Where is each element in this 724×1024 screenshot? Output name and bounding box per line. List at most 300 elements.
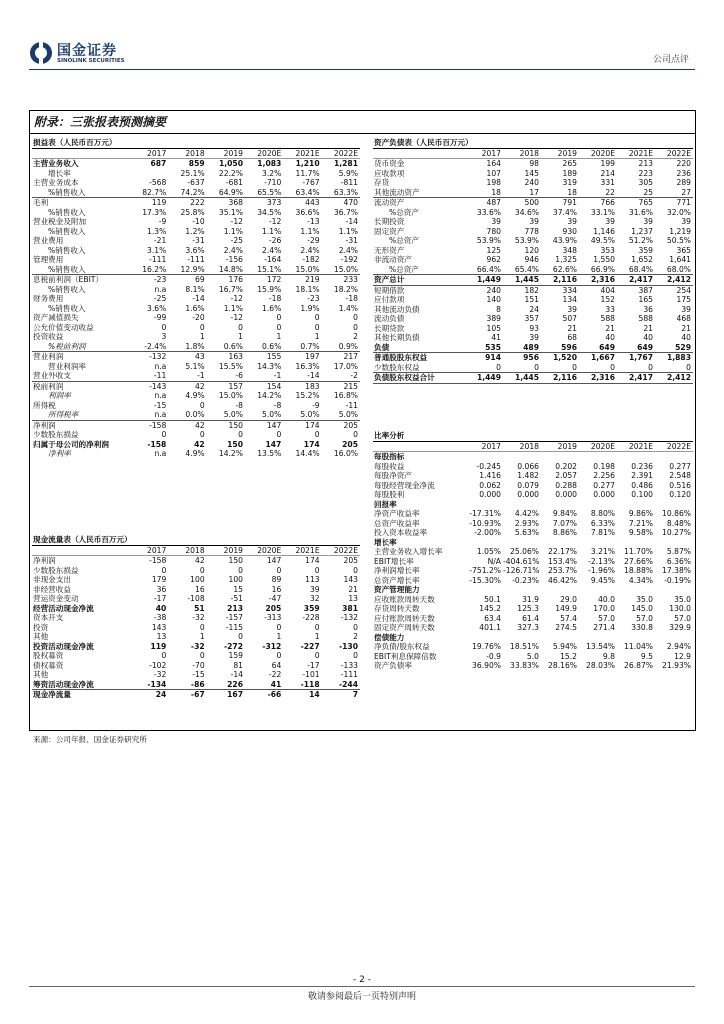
cell-value: 64	[271, 660, 282, 670]
cell-value: 468	[676, 314, 691, 323]
table-row	[373, 652, 693, 662]
cell-value: 17.38%	[662, 566, 692, 575]
row-label: 非流动资产	[374, 255, 412, 264]
cell-value: 134	[562, 295, 577, 304]
cell-value: 140	[486, 295, 501, 304]
year-header: 2018	[503, 148, 541, 159]
row-label: 其他流动负债	[374, 304, 420, 314]
row-label: 税前利润	[33, 381, 64, 391]
cell-value: 28.03%	[586, 661, 615, 670]
cell-value: 25.8%	[180, 207, 205, 217]
cell-value: 39	[309, 584, 320, 594]
cell-value: 199	[600, 159, 615, 168]
cell-value: 0	[161, 430, 167, 439]
cell-value: 0	[161, 565, 167, 575]
cell-value	[465, 500, 503, 510]
cell-value: -312	[262, 641, 282, 651]
row-label: 营业税金及附加	[33, 217, 87, 226]
cell-value: 107	[486, 168, 501, 178]
cell-value: n.a	[154, 449, 167, 458]
cell-value: 0	[579, 363, 617, 373]
row-label: 毛利	[33, 198, 49, 207]
cell-value: 93	[529, 323, 539, 333]
row-label: 少数股东损益	[33, 430, 79, 439]
cell-value: 443	[305, 198, 320, 207]
cell-value: -38	[153, 613, 167, 622]
year-header: 2022E	[655, 441, 693, 452]
cell-value: -0.9	[486, 651, 501, 661]
cell-value: 14.3%	[257, 361, 282, 371]
cell-value: 21.93%	[662, 661, 692, 670]
table-row	[32, 651, 360, 661]
cell-value	[655, 500, 693, 510]
sinolink-logo	[30, 40, 140, 70]
cell-value: 0	[199, 565, 205, 575]
row-label: %销售收入	[48, 226, 86, 236]
cell-value: 359	[303, 603, 320, 613]
cell-value: 82.7%	[130, 188, 168, 198]
cell-value: 10.86%	[662, 509, 692, 518]
cell-value: 0	[314, 430, 320, 439]
table-row	[373, 462, 693, 472]
cell-value: 8.86%	[552, 528, 577, 537]
cell-value: 2.256	[593, 471, 615, 480]
cell-value: -23	[307, 294, 320, 303]
row-label: 长期投资	[374, 217, 405, 226]
cell-value: -111	[187, 255, 205, 264]
cell-value: -244	[338, 679, 358, 689]
row-label: 资产负债率	[374, 661, 412, 670]
year-header: 2021E	[617, 441, 655, 452]
cell-value: 0.198	[593, 461, 615, 471]
cell-value: 2,412	[655, 275, 693, 286]
table-row	[373, 227, 693, 237]
cell-value: 15.1%	[245, 265, 283, 275]
cell-value: -2	[322, 371, 360, 381]
row-label: 财务费用	[33, 294, 64, 303]
cell-value: 0	[199, 400, 205, 410]
cell-value: 183	[305, 381, 320, 391]
table-row	[373, 557, 693, 567]
cell-value: 226	[227, 679, 243, 689]
cell-value: -0.23%	[512, 575, 539, 585]
cell-value: 39	[567, 304, 577, 314]
cell-value: -2.4%	[130, 342, 168, 352]
row-label: 应付账款周转天数	[374, 613, 435, 623]
cell-value: 0.277	[669, 461, 692, 471]
cell-value: 182	[524, 285, 539, 295]
cell-value: 205	[343, 556, 358, 565]
cell-value: -6	[207, 371, 245, 381]
cell-value: 100	[228, 575, 243, 584]
cell-value	[617, 452, 655, 462]
cell-value: 125	[486, 245, 501, 255]
cell-value: 163	[228, 352, 243, 361]
cell-value: 24	[130, 690, 168, 700]
table-row	[32, 623, 360, 633]
table-row	[373, 566, 693, 576]
cell-value	[617, 538, 655, 548]
cell-value: 53.9%	[514, 236, 539, 245]
row-label: 净负债/股东权益	[374, 642, 430, 651]
row-label: %销售收入	[48, 303, 86, 313]
table-row	[32, 285, 360, 295]
cell-value: 9.86%	[628, 509, 653, 518]
footer-rule	[29, 986, 695, 987]
cell-value: 0	[199, 651, 205, 660]
cell-value: -164	[264, 255, 282, 264]
cell-value: 29.0	[560, 594, 577, 604]
table-row	[373, 661, 693, 671]
cell-value	[655, 452, 693, 462]
cell-value: 27.66%	[624, 556, 653, 566]
year-header: 2020E	[579, 441, 617, 452]
table-row	[32, 188, 360, 198]
cell-value: 0	[276, 313, 282, 322]
table-row	[373, 490, 693, 500]
cell-value: 130.0	[669, 604, 692, 613]
cell-value: 930	[562, 226, 577, 236]
row-label: 归属于母公司的净利润	[33, 439, 109, 449]
cell-value: -710	[264, 178, 282, 187]
cell-value: 0.7%	[283, 342, 321, 352]
row-label: 货币资金	[374, 159, 405, 168]
cell-value: -101	[302, 670, 320, 679]
cell-value: 176	[228, 275, 243, 284]
row-label: 净利润	[33, 556, 56, 565]
cell-value: 0.000	[555, 490, 577, 499]
table-row	[373, 255, 693, 265]
table-row	[373, 633, 693, 643]
cell-value: 1.4%	[338, 303, 358, 313]
year-header-blank	[373, 441, 465, 452]
table-row	[373, 614, 693, 624]
row-label: 存货周转天数	[374, 604, 420, 613]
row-label: %总资产	[373, 265, 465, 275]
cell-value: 0	[314, 565, 320, 575]
cell-value	[579, 633, 617, 643]
row-label: %销售收入	[48, 245, 86, 255]
row-label: %销售收入	[48, 207, 86, 217]
cell-value: 15	[233, 584, 243, 594]
cell-value: 0.000	[479, 490, 501, 499]
cell-value: 1,325	[555, 255, 577, 264]
cell-value: -8	[273, 400, 282, 410]
cell-value: 197	[305, 352, 320, 361]
table-row	[32, 632, 360, 642]
cell-value: -14	[345, 217, 358, 226]
cell-value: 0	[314, 622, 320, 632]
row-label: %总资产	[389, 236, 419, 245]
cell-value	[541, 538, 579, 548]
cell-value: 0.062	[479, 480, 501, 490]
table-row	[373, 576, 693, 586]
cell-value: 219	[305, 275, 320, 284]
cell-value: 0	[238, 565, 243, 575]
row-label: 非经营收益	[33, 584, 71, 594]
cell-value: 35.1%	[218, 207, 243, 217]
cell-value: 0	[353, 313, 358, 322]
row-label: 每股收益	[374, 461, 405, 471]
table-row	[373, 604, 693, 614]
cell-value: n.a	[154, 284, 167, 294]
row-label: 负债股东权益合计	[373, 373, 465, 384]
row-label: 营业费用	[33, 236, 64, 245]
cell-value: -20	[192, 313, 205, 322]
source-note: 来源：公司年报、国金证券研究所	[33, 735, 147, 744]
cell-value	[541, 633, 579, 643]
table-row	[32, 566, 360, 576]
row-label: 负债	[373, 343, 465, 353]
cell-value: 330.8	[631, 623, 653, 632]
cell-value: 373	[266, 198, 282, 207]
cell-value: 2.391	[631, 471, 653, 480]
year-header: 2021E	[283, 148, 321, 159]
cell-value: 39	[567, 217, 577, 226]
row-label: 回报率	[374, 499, 397, 509]
cell-value: 2.4%	[262, 245, 282, 255]
row-label: 少数股东损益	[33, 565, 79, 575]
cell-value: 18.51%	[510, 642, 539, 651]
cell-value: 2.4%	[338, 245, 358, 255]
cell-value: 353	[600, 245, 615, 255]
cell-value: 40	[155, 603, 167, 613]
cell-value: 649	[579, 343, 617, 353]
cell-value: 31.9	[522, 594, 539, 604]
cell-value: 113	[305, 575, 320, 584]
cell-value: -681	[225, 178, 243, 187]
cell-value: 1	[276, 332, 282, 341]
table-row	[373, 305, 693, 315]
cell-value: -158	[149, 556, 167, 565]
table-row	[32, 332, 360, 342]
cell-value	[617, 500, 655, 510]
row-label: 营业外收支	[32, 371, 130, 381]
cell-value: -17	[153, 594, 167, 603]
table-row	[373, 188, 693, 198]
cell-value: 0	[353, 430, 358, 439]
table-row	[32, 604, 360, 614]
row-label: 经营活动现金净流	[33, 603, 94, 613]
row-label: 所得税	[33, 400, 56, 410]
cell-value: 1,050	[218, 159, 243, 168]
cell-value: 33	[605, 304, 615, 314]
table-row	[373, 198, 693, 208]
table-row	[32, 362, 360, 372]
cell-value: 368	[228, 198, 243, 207]
cell-value: 205	[265, 603, 282, 613]
cell-value: 791	[562, 198, 577, 207]
cell-value: 105	[486, 323, 501, 333]
table-row	[373, 246, 693, 256]
cell-value: -156	[225, 255, 243, 264]
cell-value: 222	[190, 198, 205, 207]
cell-value: 14.2%	[257, 391, 282, 400]
cell-value: 0.6%	[207, 342, 245, 352]
cell-value: 50.5%	[666, 236, 691, 245]
cell-value: 1,449	[465, 373, 503, 384]
cell-value: 404	[600, 285, 615, 295]
cell-value: 1.3%	[147, 226, 167, 236]
cell-value: 16.2%	[130, 265, 168, 275]
cell-value: -13	[307, 217, 320, 226]
cell-value: 274.5	[555, 623, 577, 632]
cell-value: 1,281	[333, 159, 358, 168]
cell-value: -47	[268, 594, 282, 603]
table-row	[373, 285, 693, 295]
cell-value: 489	[503, 343, 541, 353]
cell-value: 172	[266, 275, 282, 284]
income-statement-table	[32, 138, 360, 459]
cell-value: 9.58%	[628, 528, 653, 537]
cell-value: 143	[151, 622, 167, 632]
cell-value: 1.1%	[338, 226, 358, 236]
cell-value: -130	[338, 641, 358, 651]
cell-value: 57.4	[560, 613, 577, 623]
table-row	[32, 323, 360, 333]
cell-value: 0	[314, 313, 320, 322]
cell-value: 3.6%	[147, 303, 167, 313]
year-header: 2019	[541, 441, 579, 452]
cell-value: -134	[147, 679, 167, 689]
cell-value: 6.33%	[590, 518, 615, 528]
cell-value: -31	[345, 236, 358, 245]
cell-value: 0.066	[517, 461, 539, 471]
table-row	[32, 381, 360, 391]
cell-value: 61.4	[522, 613, 539, 623]
row-label: 净利润增长率	[374, 566, 420, 575]
cell-value: -157	[225, 613, 243, 622]
cell-value: 149.9	[555, 604, 577, 613]
cell-value	[465, 452, 503, 462]
brand-sub: SINOLINK SECURITIES	[57, 58, 125, 64]
cell-value: -32	[190, 641, 205, 651]
row-label: 应收款项	[374, 168, 405, 178]
cell-value	[579, 585, 617, 595]
cell-value: 42	[194, 439, 205, 449]
row-label: 普通股股东权益	[374, 353, 428, 362]
cell-value: 327.3	[517, 623, 539, 632]
cell-value: 365	[676, 245, 691, 255]
row-label: 资产管理能力	[374, 585, 420, 594]
table-row	[32, 342, 360, 352]
cell-value: 15.5%	[218, 361, 243, 371]
cell-value: -158	[149, 420, 167, 430]
year-header: 2018	[168, 148, 206, 159]
doc-type: 公司点评	[652, 55, 689, 65]
cell-value: 17.0%	[333, 361, 358, 371]
cell-value: 0	[161, 651, 167, 660]
table-row	[32, 304, 360, 314]
year-header-row	[373, 441, 693, 452]
cell-value: 16	[194, 584, 205, 594]
page-number: - 2 -	[353, 975, 371, 985]
cell-value: 15.0%	[322, 265, 360, 275]
cell-value: 36.7%	[333, 207, 358, 217]
cell-value: 0.516	[669, 480, 692, 490]
cell-value	[541, 585, 579, 595]
cell-value: -25	[230, 236, 243, 245]
cell-value: 1	[314, 332, 320, 341]
cell-value: -568	[149, 178, 167, 187]
cell-value: -0.19%	[664, 575, 692, 585]
cell-value: 50.1	[484, 594, 501, 604]
cell-value: 16.7%	[218, 284, 243, 294]
cell-value: 145.0	[631, 604, 653, 613]
cell-value: -2.00%	[474, 528, 501, 537]
cell-value: 11.7%	[295, 168, 320, 178]
cell-value: 42	[194, 381, 205, 391]
cell-value: 319	[562, 178, 577, 187]
table-row	[373, 159, 693, 169]
cell-value: -9	[312, 400, 320, 410]
cell-value: 145	[524, 168, 539, 178]
cell-value: 153.4%	[548, 556, 577, 566]
cell-value	[130, 169, 168, 179]
table-row	[373, 295, 693, 305]
cell-value: n.a	[154, 361, 167, 371]
cell-value: 596	[541, 343, 579, 353]
cell-value: 63.4%	[283, 188, 321, 198]
cell-value: 2.057	[555, 471, 577, 480]
row-label: %税前利润	[32, 342, 130, 352]
table-row	[373, 208, 693, 218]
cell-value: 8	[496, 304, 501, 314]
cell-value: 43	[194, 352, 205, 361]
cell-value: 0	[655, 363, 693, 373]
cell-value: -15	[192, 670, 205, 679]
cell-value: 305	[638, 178, 653, 187]
row-label: 利润率	[48, 391, 71, 400]
cell-value: 1,641	[669, 255, 691, 264]
cell-value: -21	[153, 236, 167, 245]
cell-value: 150	[228, 556, 243, 565]
cell-value	[465, 633, 503, 643]
cell-value: -99	[153, 313, 167, 322]
cell-value: 15.0%	[283, 265, 321, 275]
cell-value: 5.94%	[552, 642, 577, 651]
cell-value: 21	[605, 323, 615, 333]
cell-value: -118	[300, 679, 320, 689]
table-row	[32, 255, 360, 265]
table-row	[32, 159, 360, 169]
cell-value: -14	[283, 371, 321, 381]
year-header: 2017	[130, 148, 168, 159]
cell-value: 167	[207, 690, 245, 700]
row-label: 公允价值变动收益	[33, 322, 94, 332]
cell-value: 4.34%	[628, 575, 653, 585]
cell-value: 687	[150, 159, 167, 168]
cell-value: 220	[676, 159, 691, 168]
cell-value	[503, 585, 541, 595]
row-label: 其他	[33, 632, 49, 641]
cell-value: 147	[266, 556, 282, 565]
cell-value: 1.8%	[168, 342, 206, 352]
row-label: 所得税率	[32, 410, 130, 420]
cell-value: -14	[192, 294, 205, 303]
cell-value: 21	[567, 323, 577, 333]
table-row	[32, 227, 360, 237]
row-label: 短期借款	[374, 285, 405, 295]
cell-value: -51	[230, 594, 243, 603]
cell-value: 1,449	[465, 275, 503, 286]
table-row	[32, 236, 360, 246]
cell-value: 14.2%	[218, 449, 243, 458]
year-header: 2020E	[579, 148, 617, 159]
cell-value: -11	[345, 400, 358, 410]
cell-value: 18.1%	[295, 284, 320, 294]
cell-value: 68.4%	[617, 265, 655, 275]
